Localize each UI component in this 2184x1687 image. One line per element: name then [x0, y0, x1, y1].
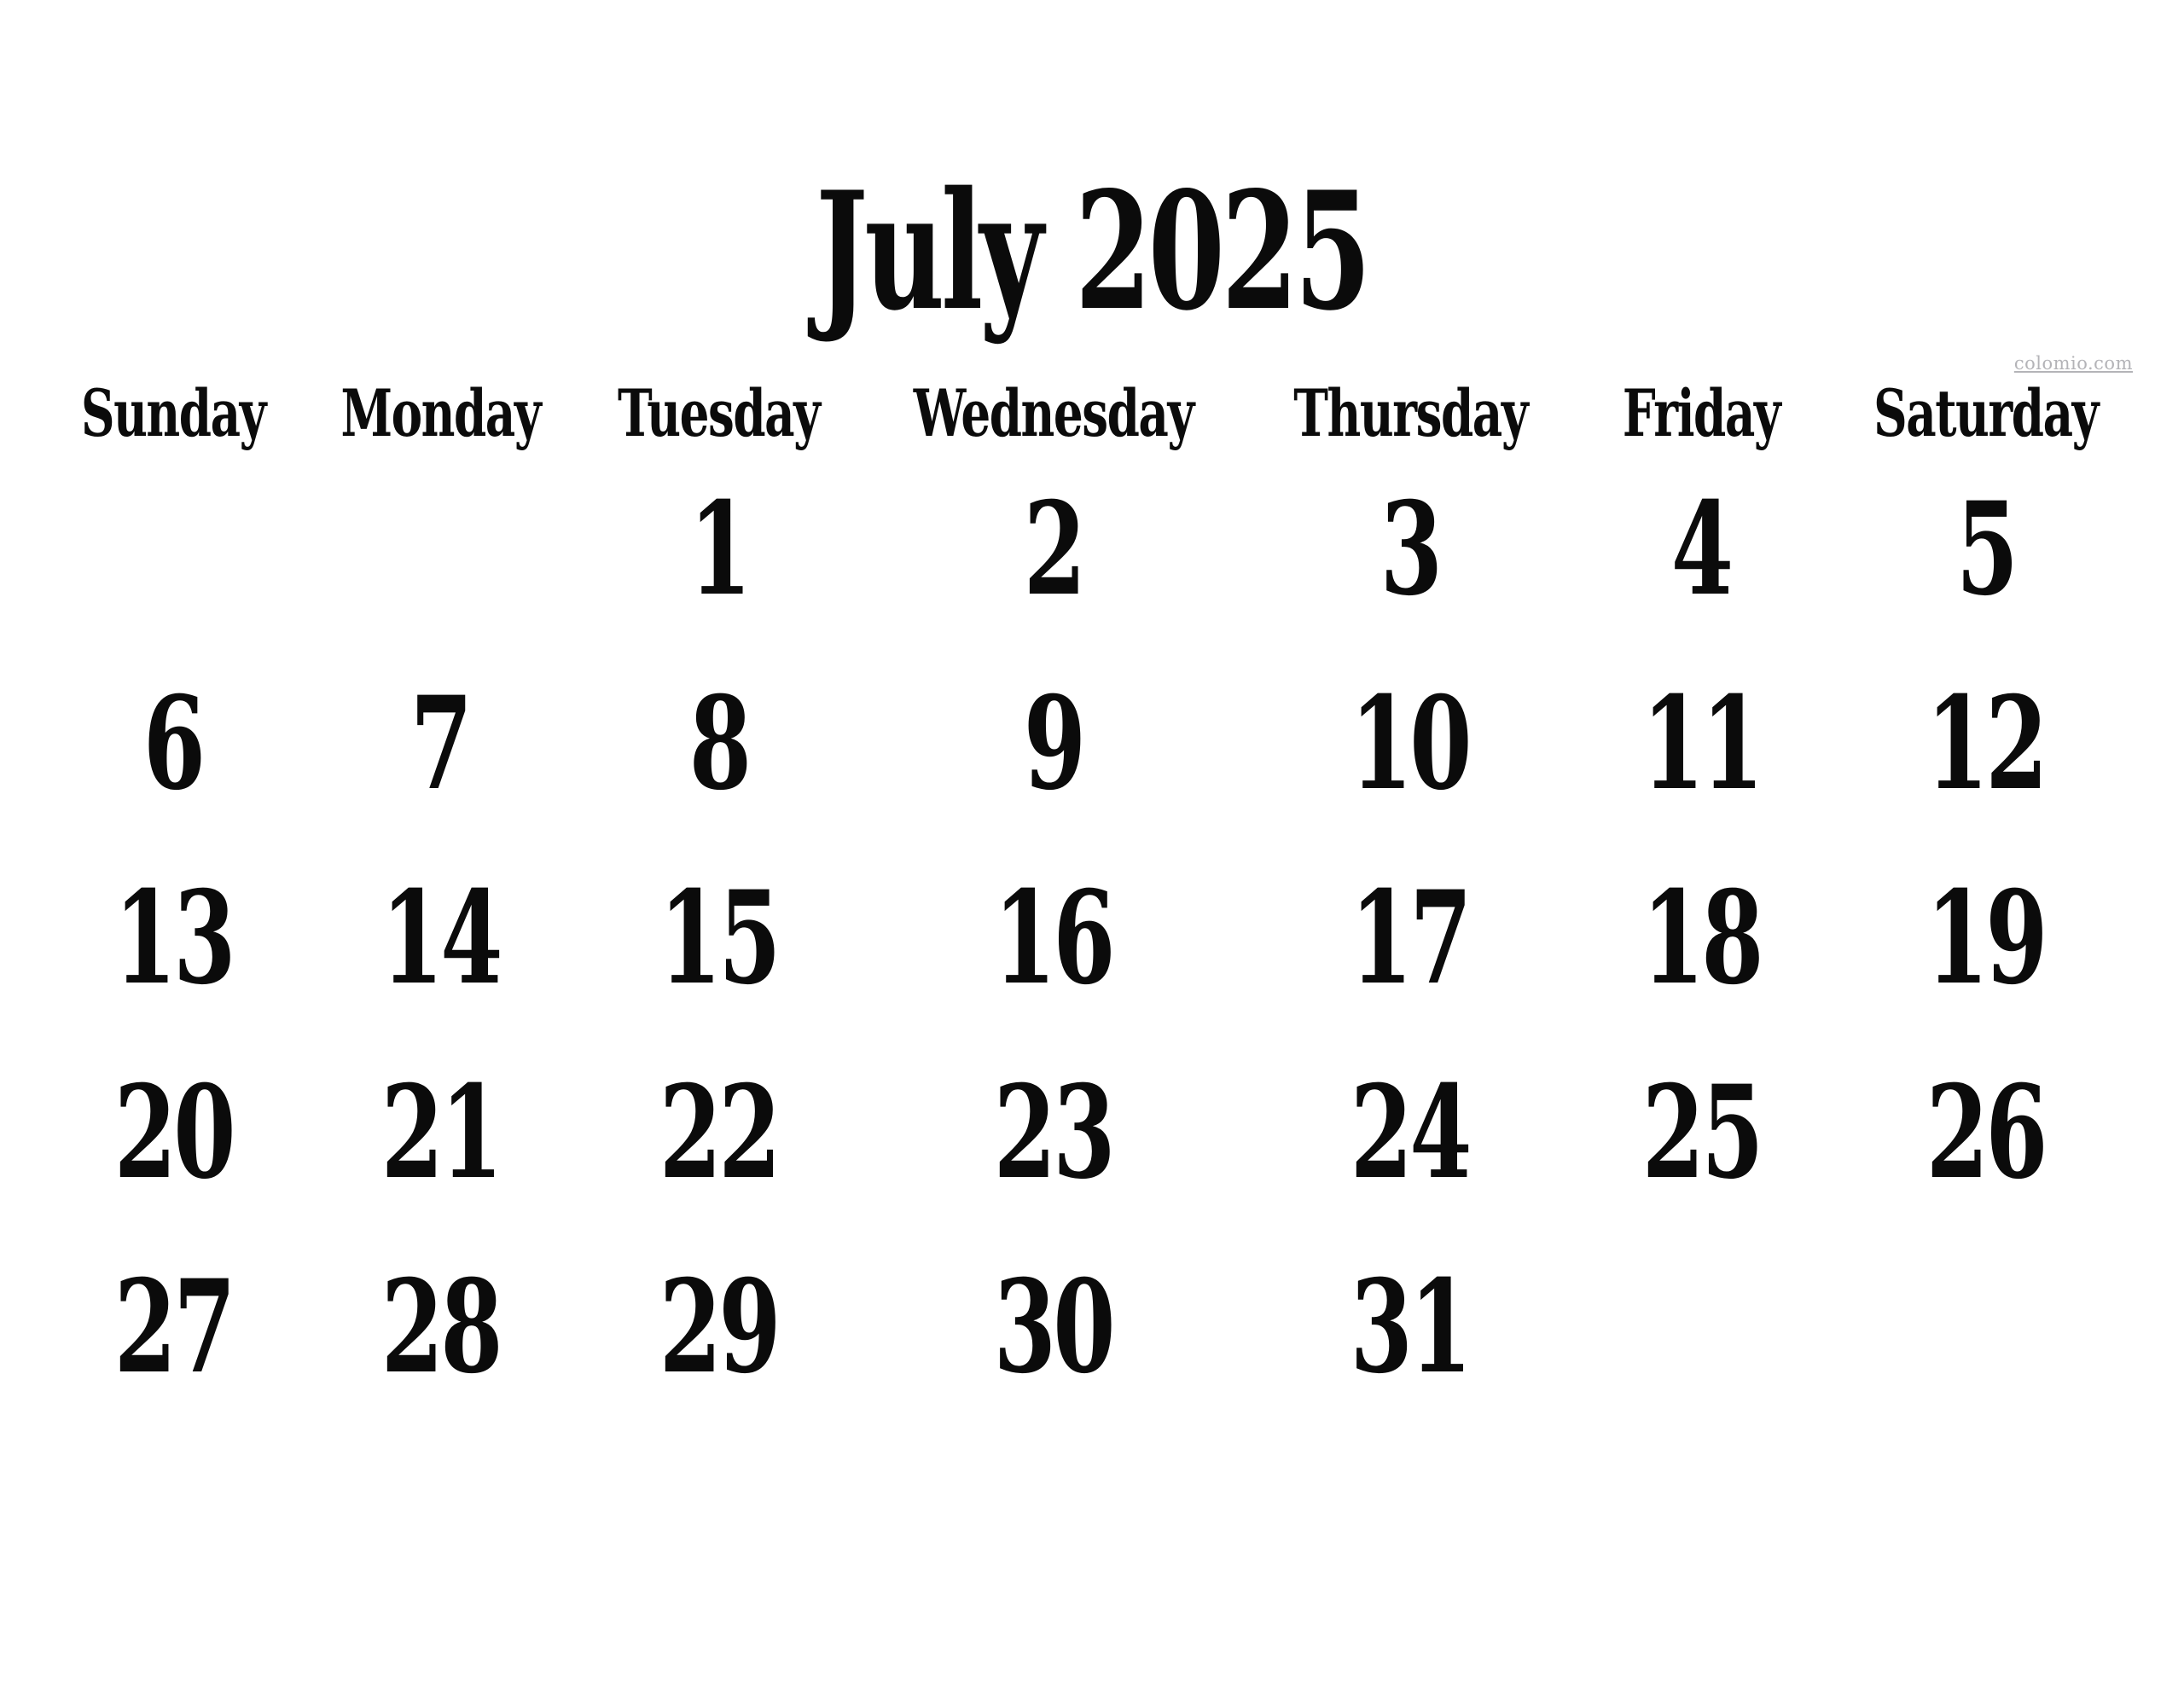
- day-header-saturday: Saturday: [1873, 375, 2098, 451]
- date-cell-empty: [302, 452, 579, 646]
- date-cell-14: 14: [380, 863, 500, 1013]
- date-cell-empty: [1830, 1230, 2141, 1424]
- day-header-wednesday: Wednesday: [913, 375, 1194, 451]
- date-cell-15: 15: [659, 863, 779, 1013]
- date-cell-22: 22: [659, 1058, 779, 1208]
- date-cell-23: 23: [994, 1058, 1113, 1208]
- date-cell-12: 12: [1926, 669, 2046, 819]
- date-cell-29: 29: [659, 1252, 779, 1402]
- calendar-title-row: [0, 156, 2184, 346]
- calendar-title: July 2025: [816, 156, 1368, 346]
- date-cell-28: 28: [380, 1252, 500, 1402]
- date-cell-2: 2: [1024, 474, 1083, 624]
- date-cell-27: 27: [113, 1252, 233, 1402]
- calendar-grid: [44, 375, 2141, 1424]
- date-cell-11: 11: [1641, 669, 1761, 819]
- day-header-tuesday: Tuesday: [618, 375, 821, 451]
- date-cell-empty: [44, 452, 302, 646]
- date-cell-20: 20: [113, 1058, 233, 1208]
- date-cell-9: 9: [1024, 669, 1083, 819]
- date-cell-10: 10: [1350, 669, 1470, 819]
- date-cell-6: 6: [143, 669, 203, 819]
- date-cell-31: 31: [1350, 1252, 1470, 1402]
- day-header-friday: Friday: [1622, 375, 1780, 451]
- date-cell-1: 1: [688, 474, 749, 624]
- date-cell-19: 19: [1926, 863, 2046, 1013]
- date-cell-5: 5: [1955, 474, 2016, 624]
- watermark-link: colomio.com: [2013, 353, 2133, 374]
- date-cell-26: 26: [1926, 1058, 2046, 1208]
- date-cell-7: 7: [410, 669, 470, 819]
- date-cell-25: 25: [1641, 1058, 1761, 1208]
- day-header-thursday: Thursday: [1292, 375, 1527, 451]
- date-cell-30: 30: [994, 1252, 1113, 1402]
- date-cell-16: 16: [994, 863, 1113, 1013]
- date-cell-18: 18: [1641, 863, 1761, 1013]
- date-cell-21: 21: [380, 1058, 500, 1208]
- date-cell-8: 8: [688, 669, 749, 819]
- date-cell-13: 13: [113, 863, 233, 1013]
- date-cell-3: 3: [1380, 474, 1440, 624]
- date-cell-empty: [1572, 1230, 1830, 1424]
- date-cell-24: 24: [1350, 1058, 1470, 1208]
- day-header-monday: Monday: [340, 375, 541, 451]
- day-header-sunday: Sunday: [80, 375, 265, 451]
- date-cell-17: 17: [1350, 863, 1470, 1013]
- date-cell-4: 4: [1671, 474, 1731, 624]
